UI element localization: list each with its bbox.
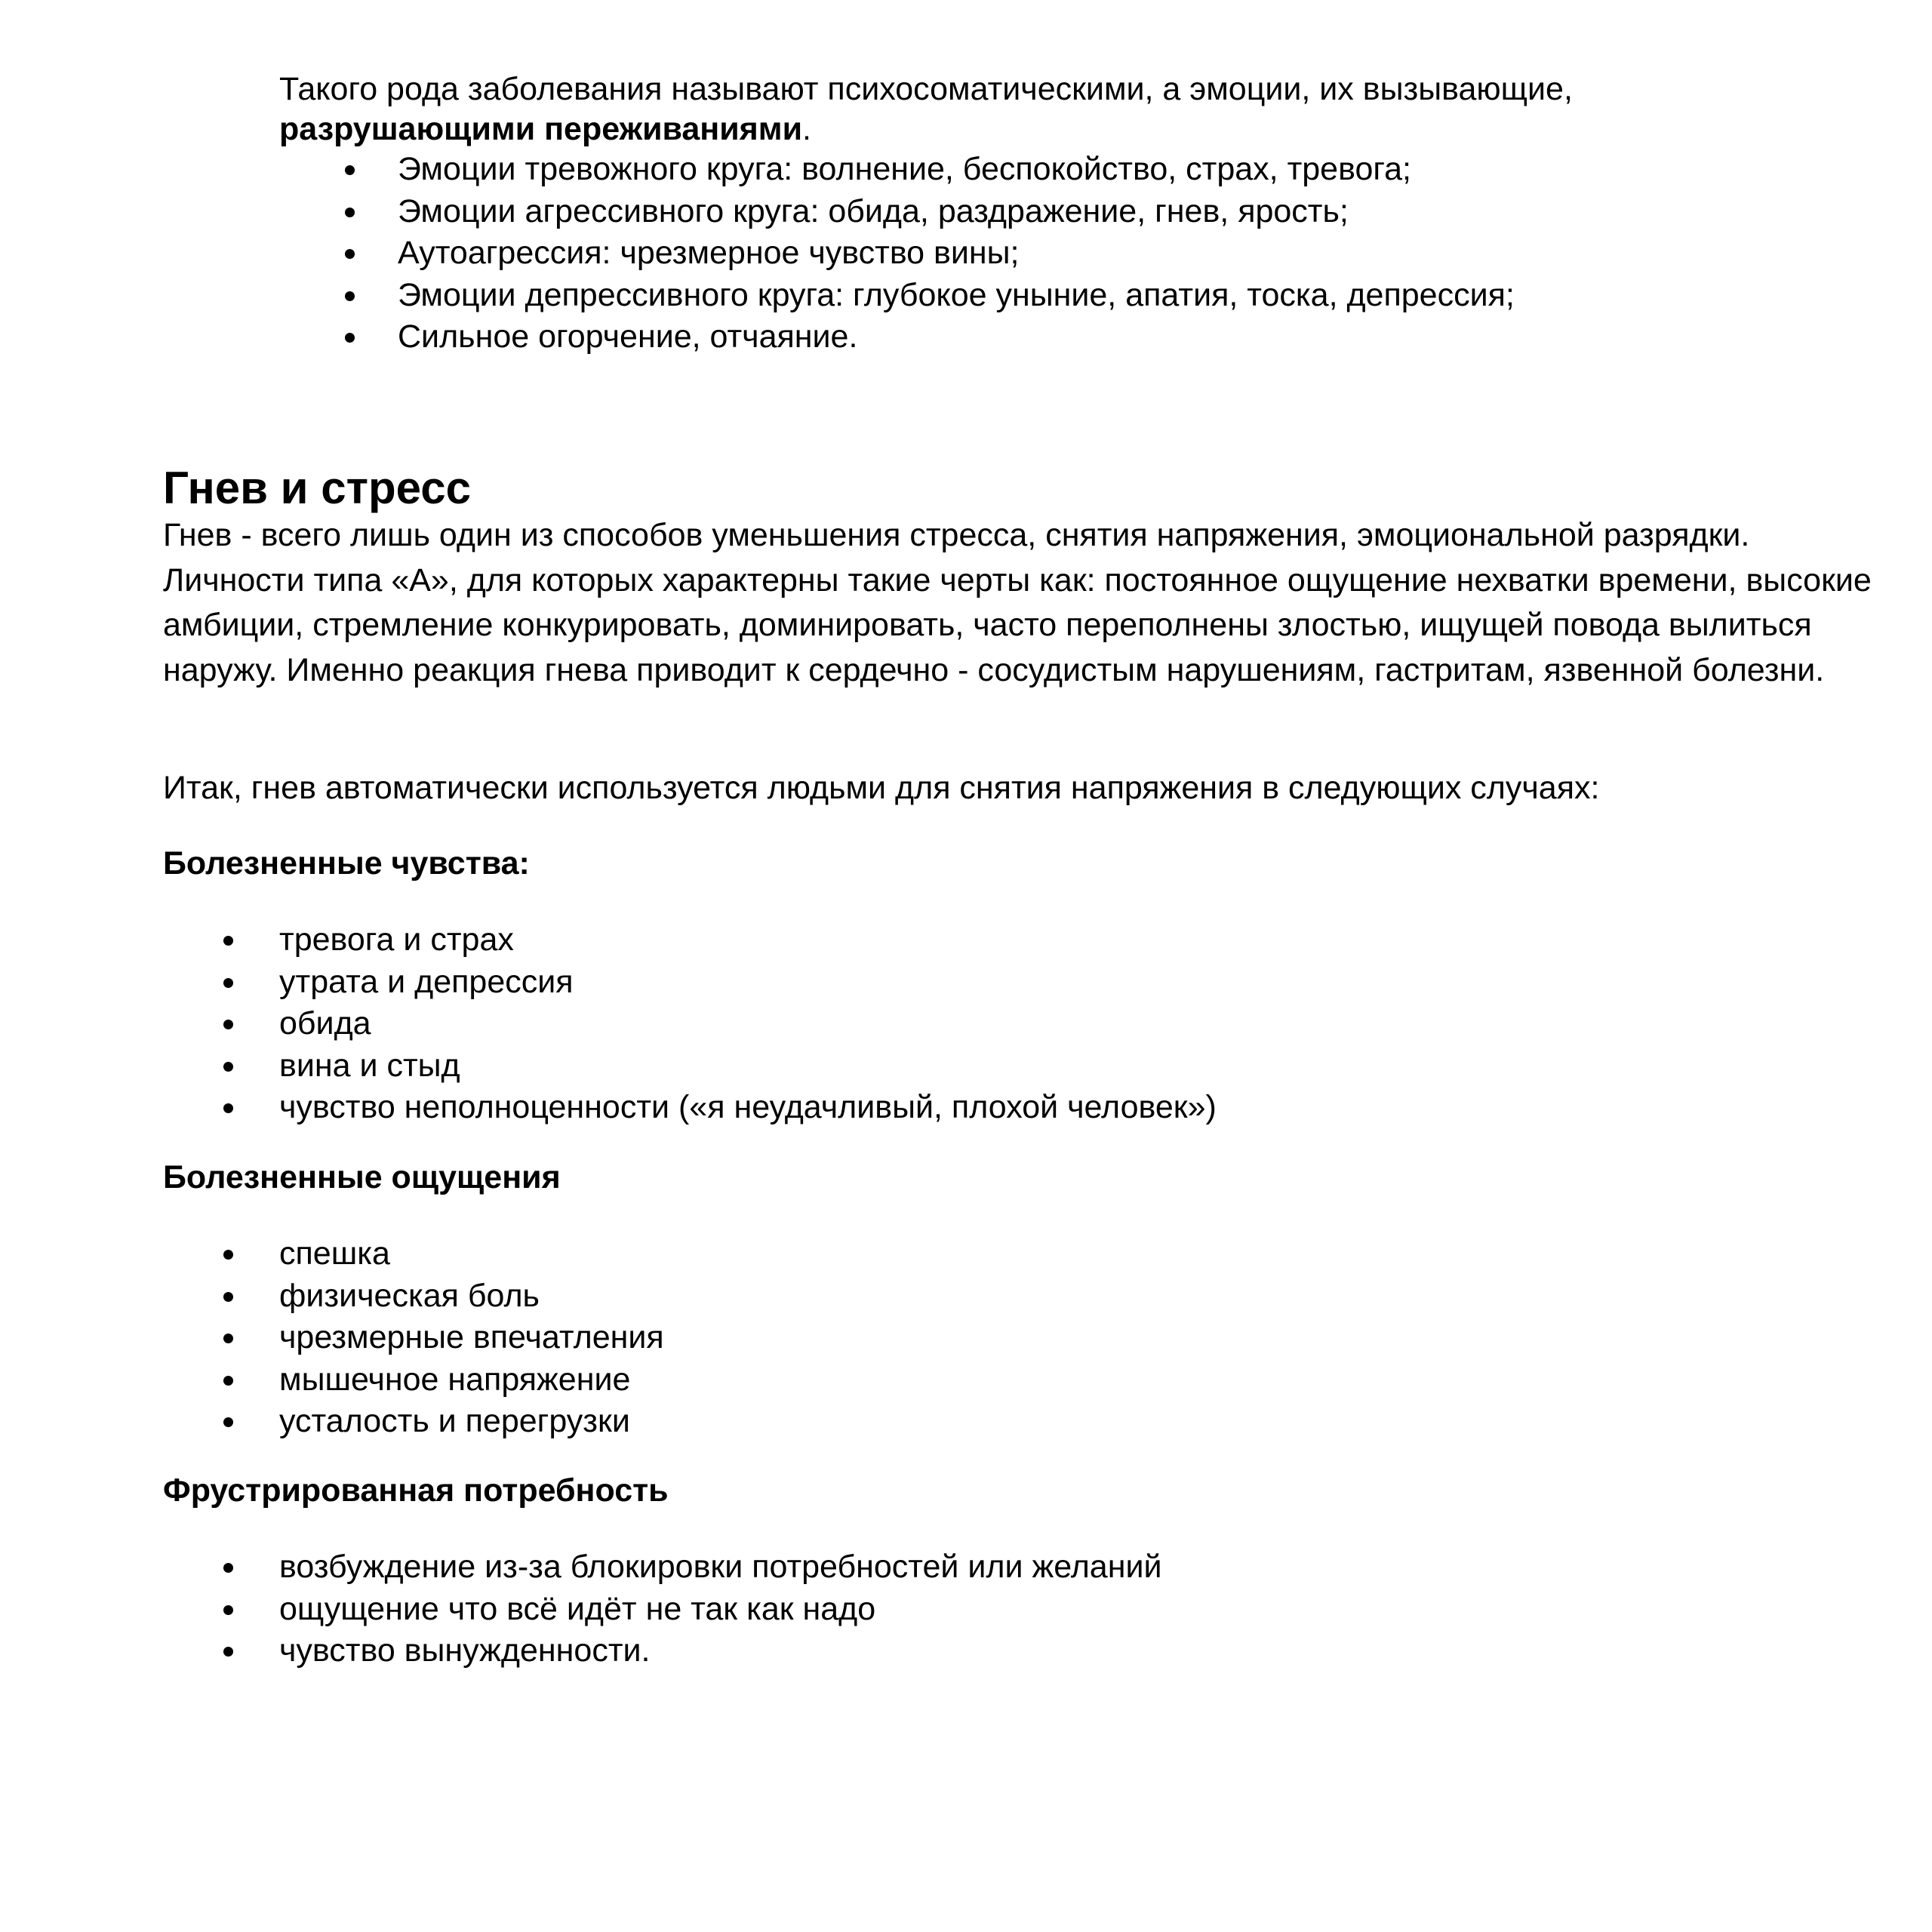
bullet-icon — [345, 165, 355, 175]
bullet-icon — [223, 1417, 233, 1427]
list-item — [398, 149, 1515, 191]
list-item — [279, 1630, 1161, 1672]
list-item — [279, 1233, 664, 1275]
bullet-icon — [345, 249, 355, 259]
list-item-text: мышечное напряжение — [279, 1361, 631, 1398]
list-item — [279, 919, 1217, 961]
bullet-icon — [223, 1062, 233, 1072]
bullet-icon — [345, 291, 355, 301]
section-paragraph-1: Гнев - всего лишь один из способов уменьшения стресса, снятия напряжения, эмоциональной разрядки. Личности типа «А», для которых характерны такие черты как: постоянное ощущение нехватки времени, высокие амбиции, стремление конкурировать, доминировать, часто переполнены злостью, ищущей повода вылиться наружу. Именно реакция гнева приводит к сердечно - сосудистым нарушениям, гастритам, язвенной болезни. — [163, 517, 1872, 688]
section-paragraph-2: Итак, гнев автоматически используется людьми для снятия напряжения в следующих случаях: — [163, 770, 1600, 806]
list-item — [398, 191, 1515, 233]
list-item-text: чувство вынужденности. — [279, 1632, 651, 1669]
list-item-text: возбуждение из-за блокировки потребностей или желаний — [279, 1549, 1162, 1585]
bullet-icon — [223, 1292, 233, 1302]
list-item-text: тревога и страх — [279, 921, 514, 958]
list-item — [279, 1401, 664, 1443]
bullet-icon — [223, 1250, 233, 1260]
list-item — [279, 1546, 1161, 1589]
bullet-icon — [223, 1103, 233, 1113]
painful-sensations-list — [279, 1233, 664, 1443]
bullet-icon — [223, 1376, 233, 1386]
list-item-text: Аутоагрессия: чрезмерное чувство вины; — [398, 235, 1020, 271]
intro-bold-term: разрушающими переживаниями — [279, 111, 803, 147]
list-item-text: чувство неполноценности («я неудачливый, плохой человек») — [279, 1089, 1217, 1125]
list-item — [398, 316, 1515, 358]
list-item-text: усталость и перегрузки — [279, 1403, 630, 1439]
group-title-painful-feelings: Болезненные чувства: — [163, 845, 530, 881]
bullet-icon — [223, 1563, 233, 1573]
list-item — [398, 232, 1515, 275]
bullet-icon — [345, 333, 355, 343]
frustrated-need-list — [279, 1546, 1161, 1672]
list-item-text: Сильное огорчение, отчаяние. — [398, 318, 858, 355]
list-item-text: Эмоции агрессивного круга: обида, раздражение, гнев, ярость; — [398, 192, 1349, 229]
list-item — [279, 961, 1217, 1004]
bullet-icon — [223, 936, 233, 946]
list-item — [279, 1045, 1217, 1088]
bullet-icon — [223, 1647, 233, 1657]
group-title-frustrated-need: Фрустрированная потребность — [163, 1472, 669, 1509]
intro-end: . — [802, 111, 811, 147]
list-item — [279, 1275, 664, 1318]
list-item-text: вина и стыд — [279, 1047, 460, 1084]
section-heading: Гнев и стресс — [163, 463, 471, 513]
list-item-text: чрезмерные впечатления — [279, 1319, 664, 1355]
list-item — [279, 1317, 664, 1359]
list-item-text: Эмоции тревожного круга: волнение, беспокойство, страх, тревога; — [398, 151, 1411, 187]
bullet-icon — [223, 1020, 233, 1029]
list-item — [279, 1087, 1217, 1129]
list-item — [279, 1589, 1161, 1631]
list-item-text: Эмоции депрессивного круга: глубокое уныние, апатия, тоска, депрессия; — [398, 276, 1515, 313]
list-item-text: утрата и депрессия — [279, 963, 574, 1000]
list-item-text: физическая боль — [279, 1277, 540, 1314]
bullet-icon — [223, 1334, 233, 1343]
list-item — [398, 275, 1515, 317]
list-item — [279, 1359, 664, 1401]
list-item-text: обида — [279, 1005, 371, 1041]
bullet-icon — [223, 978, 233, 988]
group-title-painful-sensations: Болезненные ощущения — [163, 1159, 561, 1195]
bullet-icon — [345, 208, 355, 217]
list-item-text: спешка — [279, 1235, 390, 1272]
emotions-list — [398, 149, 1515, 358]
list-item-text: ощущение что всё идёт не так как надо — [279, 1590, 876, 1627]
intro-paragraph — [279, 69, 1864, 149]
painful-feelings-list — [279, 919, 1217, 1129]
intro-text: Такого рода заболевания называют психосоматическими, а эмоции, их вызывающие, — [279, 71, 1573, 107]
bullet-icon — [223, 1605, 233, 1615]
list-item — [279, 1003, 1217, 1045]
